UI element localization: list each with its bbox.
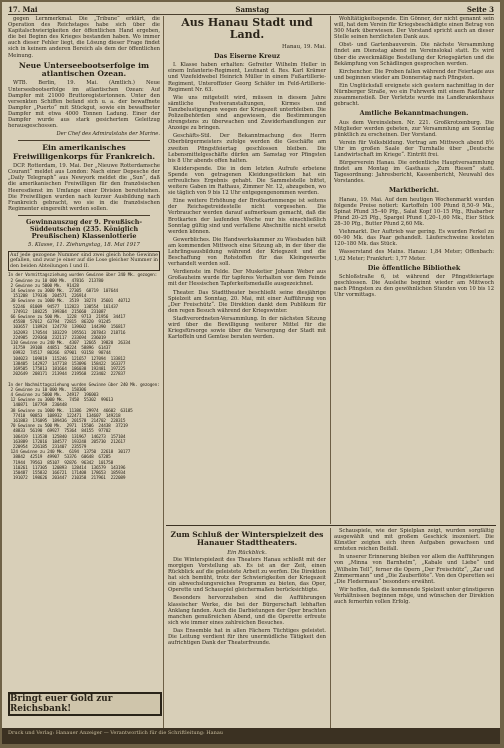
article-bread-cards: Eine weitere Erhöhung der Brotkartenmenge ist seitens der Reichsgetreidestelle nicht vorgesehen. Die Verbraucher werden darauf aufmerksam gemacht, daß die Brotkarten der laufenden Woche nur bis einschließlich Sonntag gültig sind und verfallene Abschnitte nicht ersetzt werden können. <box>168 198 326 235</box>
column-2 <box>168 16 326 524</box>
article-theater-review-2: Besonders hervorzuheben sind die Aufführungen klassischer Werke, die bei der Bürgerschaft lebhaften Anklang fanden. Auch die Darbietungen der Oper brachten manchen genußreichen Abend, und die Operette erfreute sich wie immer eines zahlreichen Besuches. <box>168 595 326 626</box>
article-theater-review-4: Schauspiele, wie der Spielplan zeigt, wurden sorgfältig ausgewählt und mit großem Geschick inszeniert. Die Künstler zeigten sich ihren Aufgaben gewachsen und ernteten reichen Beifall. <box>334 528 494 553</box>
article-pentecost: Wie uns mitgeteilt wird, müssen in diesem Jahre sämtliche Festveranstaltungen, Kirmes und Tanzbelustigungen wegen der Kriegszeit unterbleiben. Die Polizeibehörden sind angewiesen, die Bestimmungen strengstens zu überwachen und Zuwiderhandlungen zur Anzeige zu bringen. <box>168 94 326 132</box>
section-divider <box>166 525 496 526</box>
column-1 <box>8 16 160 726</box>
article-garden-club: Obst- und Gartenbauverein. Die nächste Versammlung findet am Dienstag abend im Vereinslokal statt. Es wird über die zweckmäßige Bestellung der Kriegsgärten und die Bekämpfung von Schädlingen gesprochen werden. <box>334 42 494 67</box>
article-market-prices: Hanau, 19. Mai. Auf dem heutigen Wochenmarkt wurden folgende Preise notiert: Kartoffeln 100 Pfund 8,50–9 Mk., Spinat Pfund 35–40 Pfg., Salat Kopf 10–15 Pfg., Rhabarber Pfund 20–25 Pfg., Spargel Pfund 1,20–1,60 Mk., Eier Stück 28–30 Pfg., Butter Pfund 2,60 Mk. <box>334 196 494 228</box>
column-5 <box>334 528 494 738</box>
article-u-boat: WTB. Berlin, 19. Mai. (Amtlich.) Neue Unterseebootserfolge im atlantischen Ozean: Auf Dampfer mit 21000 Bruttoregistertonnen. Unter den versenkten Schiffen befand sich u. a. der bewaffnete Dampfer „Puerto“ mit Stückgut, sowie ein bewaffneter Dampfer mit etwa 4000 Tonnen Ladung. Einer der Dampfer wurde aus stark gesichertem Geleitzug herausgeschossen. <box>8 80 160 130</box>
lottery-results-table: In der Vormittagsziehung wurden Gewinne über 240 Mk. gezogen: 2 Gewinne zu 10 000 Mk. 47816 213780 2 Gewinne zu 5000 Mk. 91428 14 Gewinne zu 3000 Mk. 27305 68719 107644 151208 179336 204571 226914 30 Gewinne zu 1000 Mk. 3519 18274 35601 40712 52246 81009 94577 112823 130554 161437 174912 188225 199304 215660 231087 66 Gewinne zu 500 Mk. 1228 9713 21956 34417 45588 57012 63794 72815 86320 91245 103657 118924 124778 139602 144390 156817 162093 170544 183229 195561 207843 218716 224985 229360 232117 233694 236019 110 Gewinne zu 240 Mk. 4307 12665 19820 26334 31759 39108 44851 50224 58896 61437 69932 74517 80266 87901 93158 98744 104023 109819 115246 121657 127094 133812 138405 142927 147718 153096 158422 163377 169505 175813 181664 186038 192481 197225 202649 208171 213944 219568 223402 227837 In der Nachmittagsziehung wurden Gewinne über 240 Mk. gezogen: 2 Gewinne zu 10 000 Mk. 158306 4 Gewinne zu 5000 Mk. 24917 196003 12 Gewinne zu 3000 Mk. 7458 55302 99613 140871 187769 230448 38 Gewinne zu 1000 Mk. 11386 29974 46602 63185 77410 90853 108932 122471 134607 149218 161883 176095 189436 201578 214702 228315 70 Gewinne zu 500 Mk. 2971 15506 24438 37219 48833 56190 69927 75364 84155 97702 106419 113538 125840 131967 146273 157104 163889 172016 184577 193248 205730 212617 220954 226185 231407 235579 124 Gewinne zu 240 Mk. 6194 13750 22618 30177 38842 42519 49907 53376 60648 67285 71944 79563 85107 92876 96342 101758 110261 117305 120893 128414 136579 143196 150487 155832 166721 171408 178653 185934 191072 198626 203447 210358 217961 222089 <box>8 273 160 482</box>
dateline: Hanau, 19. Mai. <box>282 44 326 50</box>
column-3 <box>334 16 494 524</box>
article-cattle-market: Viehmarkt. Der Auftrieb war gering. Es wurden Ferkel zu 60–90 Mk. das Paar gehandelt. Läuferschweine kosteten 120–180 Mk. das Stück. <box>334 229 494 248</box>
separator <box>18 140 150 141</box>
headline-market-report: Marktbericht. <box>388 186 439 195</box>
article-accident: Ein Unglücksfall ereignete sich gestern nachmittag in der Nürnberger Straße, wo ein Fuhrwerk mit einem Radfahrer zusammenstieß. Der Verletzte wurde ins Landkrankenhaus gebracht. <box>334 82 494 108</box>
separator <box>18 215 150 216</box>
headline-announcements: Amtliche Bekanntmachungen. <box>359 109 469 118</box>
lottery-notice-box: Auf jede gezogene Nummer sind zwei gleich hohe Gewinne gefallen, und zwar je einer auf die Lose gleicher Nummer in den beiden Abteilungen I und II. <box>8 251 160 272</box>
headline-library: Die öffentliche Bibliothek <box>367 263 461 272</box>
article-theater: Theater. Das Stadttheater beschließt seine diesjährige Spielzeit am Sonntag, 20. Mai, mit einer Aufführung von „Der Freischütz“. Die Direktion dankt dem Publikum für den regen Besuch während der Kriegswinter. <box>168 289 326 314</box>
article-theater-review-3: Das Ensemble hat in allen Fächern Tüchtiges geleistet. Die Leitung verdient für ihre unermüdliche Tätigkeit den aufrichtigen Dank der Theaterfreunde. <box>168 627 326 647</box>
newspaper-page <box>2 2 500 744</box>
article-intro: gegen Lernmerkmal. Die „Tribune“ erklärt, die Operation des Reichstages habe sich über die Kapitalschwierigkeiten der öffentlichen Hand ergeben, die bei Beginn des Krieges bestanden haben. Wo immer auch dieser Fehler liegt, die Lösung dieser Frage findet sich in keinem anderen Bereich als dem der öffentlichen Meinung. <box>8 16 160 59</box>
column-rule-1 <box>163 16 164 736</box>
header-weekday: Samstag <box>235 5 269 14</box>
article-volunteer-corps: DCP. Rotterdam, 19. Mai. Der „Nieuwe Rotterdamsche Courant“ meldet aus London: Nach einer Depesche der „Daily Telegraph“ aus Newyork meldet die „Sun“, daß die amerikanischen Freiwilligen für den französischen Heeresdienst im Umfange einer Division bereitstehen. Die Freiwilligen wurden nach kurzer Ausbildung nach Frankreich gebracht, wo sie in die französischen Regimenter eingereiht werden sollen. <box>8 163 160 212</box>
column-rule-3 <box>330 528 331 738</box>
page-footer: Druck und Verlag: Hanauer Anzeiger — Verantwortlich für die Schriftleitung: Hanau <box>2 728 500 744</box>
section-title-local-news: Aus Hanau Stadt und Land. <box>181 16 313 41</box>
article-iron-cross: I. Klasse haben erhalten: Gefreiter Wilhelm Heller in einem Infanterie-Regiment, Leutnant d. Res. Karl Krämer und Vizefeldwebel Heinrich Müller in einem Fußartillerie-Regiment, Unteroffizier Georg Schäfer im Feld-Artillerie-Regiment Nr. 63. <box>168 62 326 93</box>
notice-association: Aus dem Vereinsleben. Nr. 221. Großkrotzenburg. Die Mitglieder werden gebeten, zur Versammlung am Sonntag pünktlich zu erscheinen. Der Vorstand. <box>334 119 494 138</box>
notice-citizens-club: Bürgerverein Hanau. Die ordentliche Hauptversammlung findet am Montag im Gasthaus „Zum Riesen“ statt. Tagesordnung: Jahresbericht, Kassenbericht, Neuwahl des Vorstandes. <box>334 160 494 185</box>
article-clothes-donation: Kleiderspende. Die in dem letzten Aufrufe erbetene Spende von getragenen Kleidungsstücken hat ein erfreuliches Ergebnis gehabt. Die Sammelstelle bittet, weitere Gaben im Rathaus, Zimmer Nr. 12, abzugeben, wo sie täglich von 9 bis 12 Uhr entgegengenommen werden. <box>168 165 326 197</box>
gold-appeal-banner: Bringt euer Gold zur Reichsbank! <box>8 692 162 716</box>
page-header <box>8 5 494 15</box>
headline-theater-season: Zum Schluß der Winterspielzeit des Hanauer Stadttheaters. <box>170 530 324 548</box>
headline-u-boat: Neue Unterseebootserfolge im atlantischen Ozean. <box>18 60 150 79</box>
headline-volunteer-corps: Ein amerikanisches Freiwilligenkorps für Frankreich. <box>12 143 156 161</box>
header-date: 17. Mai <box>8 5 38 14</box>
article-water-level: Wasserstand des Mains. Hanau: 1,84 Meter; Offenbach: 1,62 Meter; Frankfurt: 1,77 Meter. <box>334 249 494 262</box>
article-council: Stadtverordneten-Versammlung. In der nächsten Sitzung wird über die Bewilligung weiterer Mittel für die Kriegsfürsorge sowie über die Versorgung der Stadt mit Kartoffeln und Gemüse beraten werden. <box>168 315 326 341</box>
article-church-choir: Kirchenchor. Die Proben fallen während der Feiertage aus und beginnen wieder am Donnerstag nach Pfingsten. <box>334 68 494 81</box>
theater-subtitle: Ein Rückblick. <box>227 549 267 556</box>
header-page-number: Seite 3 <box>466 5 494 14</box>
notice-lecture: Verein für Volksbildung. Vortrag am Mittwoch abend 8½ Uhr im großen Saale der Turnhalle über „Deutsche Landwirtschaft im Kriege“. Eintritt frei. <box>334 139 494 158</box>
article-donation: Wohltätigkeitsspende. Ein Gönner, der nicht genannt sein will, hat dem Verein für Kriegsbeschädigte einen Betrag von 500 Mark überwiesen. Der Vorstand spricht auch an dieser Stelle seinen herzlichsten Dank aus. <box>334 16 494 41</box>
column-rule-2 <box>330 16 331 524</box>
headline-lottery: Gewinnauszug der 9. Preußisch-Süddeutschen (235. Königlich Preußischen) Klassenlotterie <box>25 217 143 241</box>
article-merits: Verdienste im Felde. Der Musketier Johann Weber aus Großauheim wurde für tapferes Verhalten vor dem Feinde mit der Hessischen Tapferkeitsmedaille ausgezeichnet. <box>168 269 326 288</box>
article-shops: Geschäfts-Stil. Der Bekanntmachung des Herrn Oberbürgermeisters zufolge werden die Geschäfte am zweiten Pfingstfeiertag geschlossen bleiben. Die Lebensmittelgeschäfte dürfen am Samstag vor Pfingsten bis 8 Uhr abends offen halten. <box>168 133 326 164</box>
article-theater-review-6: Wir hoffen, daß die kommende Spielzeit unter günstigeren Verhältnissen beginnen möge, und wünschen der Direktion auch fernerhin vollen Erfolg. <box>334 586 494 606</box>
headline-iron-cross: Das Eiserne Kreuz <box>213 52 281 61</box>
article-theater-review-1: Die Winterspielzeit des Theaters Hanau schließt mit der morgigen Vorstellung ab. Es ist an der Zeit, einen Rückblick auf die geleistete Arbeit zu werfen. Die Direktion hat sich bemüht, trotz der Schwierigkeiten der Kriegszeit ein abwechslungsreiches Programm zu bieten, das Oper, Operette und Schauspiel gleichermaßen berücksichtigte. <box>168 556 326 594</box>
article-library: Schloßstraße 6, ist während der Pfingstfeiertage geschlossen. Die Ausleihe beginnt wieder am Mittwoch nach Pfingsten zu den gewöhnlichen Stunden von 10 bis 12 Uhr vormittags. <box>334 273 494 299</box>
lottery-subtitle: 5. Klasse, 11. Ziehungstag, 18. Mai 1917 <box>28 242 140 249</box>
article-theater-review-5: In unserer Erinnerung bleiben vor allem die Aufführungen von „Minna von Barnhelm“, „Kabale und Liebe“ und „Wilhelm Tell“, ferner die Opern „Der Freischütz“, „Zar und Zimmermann“ und „Die Zauberflöte“. Von den Operetten sei „Die Fledermaus“ besonders erwähnt. <box>334 554 494 585</box>
column-4 <box>168 528 326 738</box>
signature-admiralstab: Der Chef des Admiralstabs der Marine. <box>56 131 160 138</box>
article-trade: Gewerbliches. Die Handwerkskammer zu Wiesbaden hält am kommenden Mittwoch eine Sitzung ab, in der über die Lehrlingsausbildung während der Kriegszeit und die Beschaffung von Rohstoffen für das Kleingewerbe verhandelt werden soll. <box>168 236 326 268</box>
